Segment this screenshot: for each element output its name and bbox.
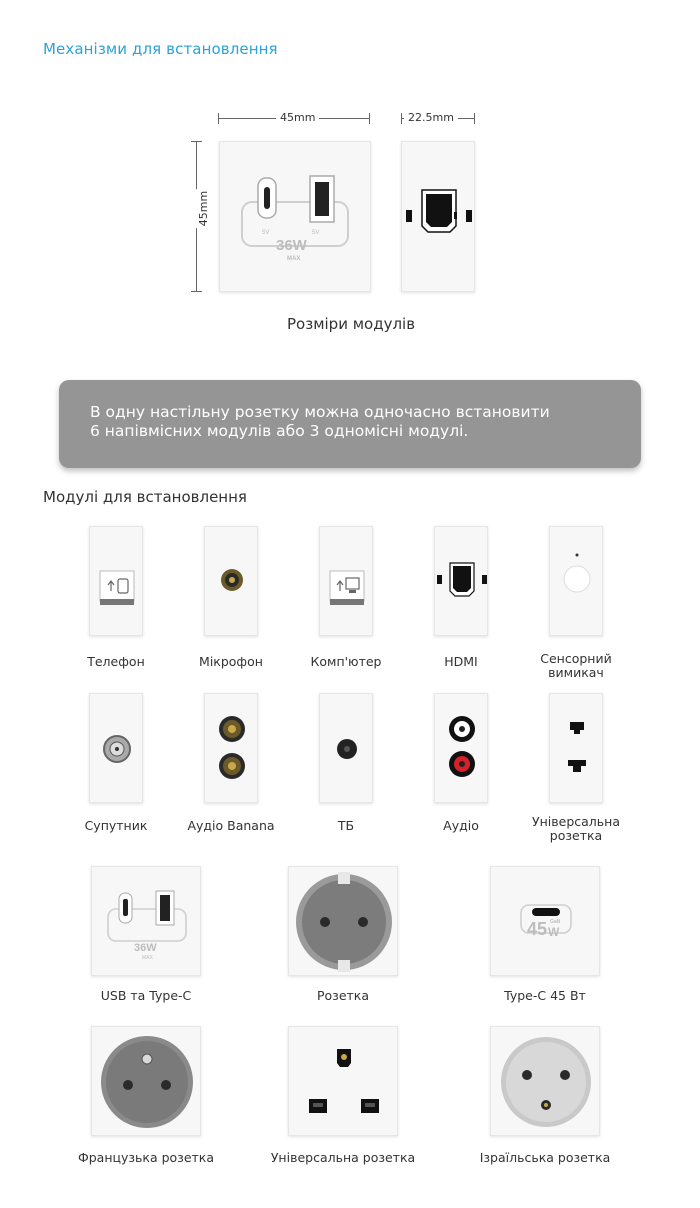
module-french-socket (91, 1026, 201, 1136)
usb-power-label: 36W (276, 237, 307, 254)
height-dimension-label: 45mm (197, 190, 211, 227)
caption-microphone: Мікрофон (199, 654, 263, 669)
half-width-dimension-label: 22.5mm (404, 111, 458, 124)
module-universal-socket (288, 1026, 398, 1136)
caption-computer: Комп'ютер (310, 654, 382, 669)
svg-text:5V: 5V (312, 230, 320, 236)
caption-satellite: Супутник (84, 818, 148, 833)
usb-max-label: MAX (287, 256, 301, 262)
usb-typec-icon (220, 142, 372, 293)
tv-jack-icon (320, 694, 374, 804)
info-banner-line2: 6 напівмісних модулів або 3 одномісні модулі. (90, 422, 469, 440)
module-computer (319, 526, 373, 636)
touch-switch-icon (550, 527, 604, 637)
info-banner-line1: В одну настільну розетку можна одночасно встановити (90, 403, 550, 421)
caption-audio-banana: Аудіо Banana (187, 818, 275, 833)
caption-universal-socket: Універсальна розетка (270, 1150, 416, 1165)
universal-socket-icon (550, 694, 604, 804)
caption-telephone: Телефон (87, 654, 145, 669)
hdmi-icon (435, 527, 489, 637)
module-satellite (89, 693, 143, 803)
caption-tv: ТБ (337, 818, 355, 833)
caption-typec-45w: Type-C 45 Вт (504, 988, 586, 1003)
info-banner-text (90, 403, 610, 441)
telephone-jack-icon (90, 527, 144, 637)
modules-subtitle: Модулі для встановлення (43, 488, 247, 506)
width-dimension-label: 45mm (276, 111, 319, 124)
svg-text:36W: 36W (134, 942, 157, 954)
module-usb-typec (91, 866, 201, 976)
module-audio (434, 693, 488, 803)
caption-audio: Аудіо (443, 818, 479, 833)
module-tv (319, 693, 373, 803)
module-touch-switch (549, 526, 603, 636)
module-schuko-socket (288, 866, 398, 976)
network-jack-icon (320, 527, 374, 637)
caption-israeli-socket: Ізраїльська розетка (479, 1150, 611, 1165)
caption-schuko-socket: Розетка (316, 988, 369, 1003)
module-israeli-socket (490, 1026, 600, 1136)
typec-gan-label: GaN (550, 919, 561, 925)
satellite-connector-icon (90, 694, 144, 804)
israeli-socket-icon (491, 1027, 601, 1137)
universal-socket-icon (289, 1027, 399, 1137)
module-hdmi (434, 526, 488, 636)
french-socket-icon (92, 1027, 202, 1137)
usb-typec-icon (92, 867, 202, 977)
typec-power-label: 45 (527, 919, 548, 939)
hdmi-icon (402, 142, 476, 293)
caption-touch-switch: Сенсорний вимикач (540, 651, 612, 680)
module-audio-banana (204, 693, 258, 803)
dimensions-caption: Розміри модулів (287, 315, 416, 333)
caption-french-socket: Французька розетка (77, 1150, 215, 1165)
schuko-socket-icon (289, 867, 399, 977)
svg-text:MAX: MAX (142, 955, 153, 961)
banana-jack-icon (205, 694, 259, 804)
module-universal-half (549, 693, 603, 803)
usb-module-large (219, 141, 371, 292)
caption-usb-typec: USB та Type-C (100, 988, 192, 1003)
svg-text:5V: 5V (262, 230, 270, 236)
rca-jack-icon (435, 694, 489, 804)
caption-universal-half: Універсальна розетка (532, 814, 620, 843)
microphone-jack-icon (205, 527, 259, 637)
typec-unit-label: W (548, 925, 560, 939)
section-title: Механізми для встановлення (43, 40, 278, 58)
module-telephone (89, 526, 143, 636)
caption-hdmi: HDMI (444, 654, 478, 669)
hdmi-module-half (401, 141, 475, 292)
module-microphone (204, 526, 258, 636)
